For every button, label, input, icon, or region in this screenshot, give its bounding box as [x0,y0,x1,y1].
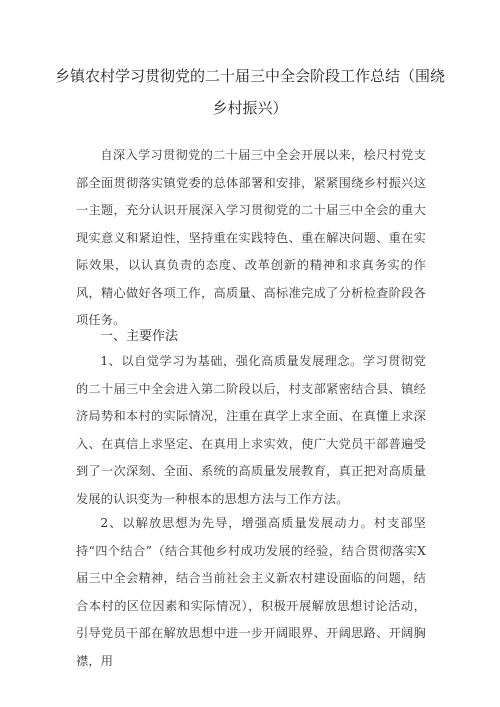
intro-paragraph: 自深入学习贯彻党的二十届三中全会开展以来，桧尺村党支部全面贯彻落实镇党委的总体部署和安排，紧紧围绕乡村振兴这一主题，充分认识开展深入学习贯彻党的二十届三中全会的重大现实意义和紧迫性，坚持重在实践特色、重在解决问题、重在实际效果，以认真负责的态度、改革创新的精神和求真务实的作风，精心做好各项工作，高质量、高标准完成了分析检查阶段各项任务。 [76,148,426,327]
practice-item-1: 1、以自觉学习为基础，强化高质量发展理念。学习贯彻党的二十届三中全会进入第二阶段以后，村支部紧密结合县、镇经济局势和本村的实际情况，注重在真学上求全面、在真懂上求深入、在真信上求坚定、在真用上求实效，使广大党员干部普遍受到了一次深刻、全面、系统的高质量发展教育，真正把对高质量发展的认识变为一种根本的思想方法与工作方法。 [76,354,426,506]
practice-item-2: 2、以解放思想为先导，增强高质量发展动力。村支部坚持“四个结合”（结合其他乡村成功发展的经验，结合贯彻落实X届三中全会精神，结合当前社会主义新农村建设面临的问题，结合本村的区位因素和实际情况），积极开展解放思想讨论活动，引导党员干部在解放思想中进一步开阔眼界、开阔思路、开阔胸襟，用 [76,516,426,668]
document-title-line-1: 乡镇农村学习贯彻党的二十届三中全会阶段工作总结（围绕 [54,67,445,85]
document-title-line-2: 乡村振兴） [212,99,288,117]
section-heading-main-practices: 一、主要作法 [100,329,179,344]
